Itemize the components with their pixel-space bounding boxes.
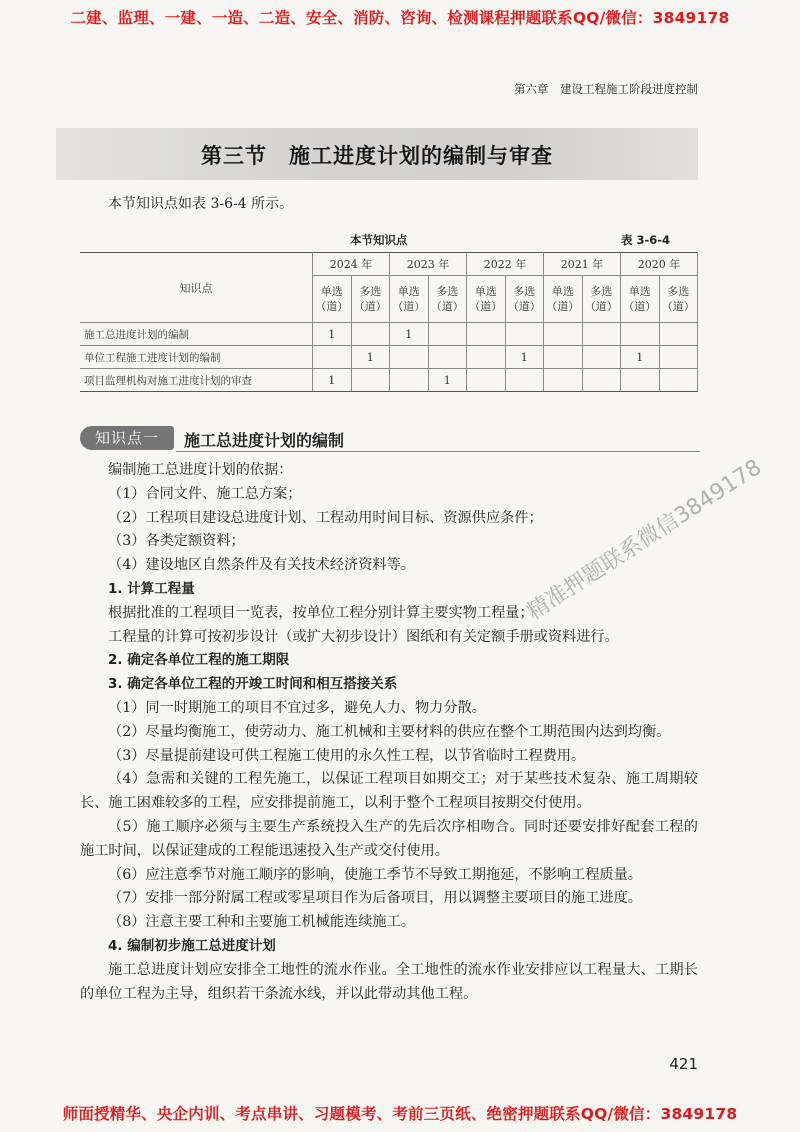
year-header: 2022 年 bbox=[467, 253, 544, 276]
single-choice-header: 单选 （道） bbox=[313, 276, 352, 323]
list-item: （4）急需和关键的工程先施工，以保证工程项目如期交工；对于某些技术复杂、施工周期较长、施工困难较多的工程，应安排提前施工，以利于整个工程项目按期交付使用。 bbox=[80, 771, 698, 812]
table-row bbox=[80, 369, 698, 392]
intro-text: 本节知识点如表 3-6-4 所示。 bbox=[108, 196, 294, 212]
question-count-cell bbox=[659, 369, 698, 392]
multi-choice-header: 多选 （道） bbox=[659, 276, 698, 323]
question-count-cell bbox=[313, 346, 352, 369]
question-count-cell bbox=[505, 369, 544, 392]
multi-choice-header: 多选 （道） bbox=[582, 276, 621, 323]
single-choice-header: 单选 （道） bbox=[544, 276, 583, 323]
question-count-cell bbox=[428, 323, 467, 346]
question-count-cell: 1 bbox=[313, 369, 352, 392]
list-item: （8）注意主要工种和主要施工机械能连续施工。 bbox=[108, 914, 415, 931]
paragraph: 编制施工总进度计划的依据： bbox=[108, 462, 293, 478]
question-count-cell bbox=[621, 369, 660, 392]
list-item: （3）尽量提前建设可供工程施工使用的永久性工程，以节省临时工程费用。 bbox=[108, 747, 586, 764]
multi-choice-header: 多选 （道） bbox=[505, 276, 544, 323]
running-head: 第六章 建设工程施工阶段进度控制 bbox=[514, 82, 698, 96]
list-item: （7）安排一部分附属工程或零星项目作为后备项目，用以调整主要项目的施工进度。 bbox=[108, 890, 642, 907]
paragraph: 工程量的计算可按初步设计（或扩大初步设计）图纸和有关定额手册或资料进行。 bbox=[108, 628, 619, 645]
table-row-header: 知识点 bbox=[80, 253, 313, 323]
question-count-cell bbox=[544, 369, 583, 392]
question-count-cell bbox=[544, 323, 583, 346]
contact-banner-top: 二建、监理、一建、一造、二造、安全、消防、咨询、检测课程押题联系QQ/微信：3849178 bbox=[70, 9, 730, 27]
multi-choice-header: 多选 （道） bbox=[351, 276, 390, 323]
question-count-cell bbox=[544, 346, 583, 369]
subheading: 3. 确定各单位工程的开竣工时间和相互搭接关系 bbox=[108, 676, 398, 693]
question-count-cell bbox=[428, 346, 467, 369]
list-item: （6）应注意季节对施工顺序的影响，使施工季节不导致工期拖延，不影响工程质量。 bbox=[108, 866, 642, 883]
knowledge-point-table bbox=[80, 252, 698, 392]
list-item: （4）建设地区自然条件及有关技术经济资料等。 bbox=[108, 557, 415, 574]
table-body bbox=[80, 323, 698, 392]
table-row bbox=[80, 323, 698, 346]
knowledge-point-name: 施工总进度计划的编制 bbox=[80, 323, 313, 346]
single-choice-header: 单选 （道） bbox=[467, 276, 506, 323]
question-count-cell bbox=[505, 323, 544, 346]
subheading: 2. 确定各单位工程的施工期限 bbox=[108, 652, 290, 669]
watermark: 精准押题联系微信3849178 bbox=[522, 454, 767, 626]
paragraph: 根据批准的工程项目一览表，按单位工程分别计算主要实物工程量； bbox=[108, 604, 534, 621]
year-header: 2023 年 bbox=[390, 253, 467, 276]
question-count-cell bbox=[467, 369, 506, 392]
list-item: （5）施工顺序必须与主要生产系统投入生产的先后次序相吻合。同时还要安排好配套工程的施工时间，以保证建成的工程能迅速投入生产或交付使用。 bbox=[80, 818, 698, 859]
table-title: 本节知识点 bbox=[350, 233, 408, 247]
knowledge-point-title: 施工总进度计划的编制 bbox=[184, 431, 345, 450]
year-header: 2021 年 bbox=[544, 253, 621, 276]
table-number: 表 3-6-4 bbox=[620, 233, 670, 247]
subheading: 4. 编制初步施工总进度计划 bbox=[108, 937, 276, 954]
subheading: 1. 计算工程量 bbox=[108, 580, 195, 597]
question-count-cell bbox=[467, 346, 506, 369]
list-item: （2）工程项目建设总进度计划、工程动用时间目标、资源供应条件； bbox=[108, 509, 543, 526]
question-count-cell: 1 bbox=[621, 346, 660, 369]
table-row bbox=[80, 346, 698, 369]
knowledge-point-name: 单位工程施工进度计划的编制 bbox=[80, 346, 313, 369]
question-count-cell bbox=[390, 369, 429, 392]
year-header: 2024 年 bbox=[313, 253, 390, 276]
question-count-cell bbox=[621, 323, 660, 346]
paragraph: 施工总进度计划应安排全工地性的流水作业。全工地性的流水作业安排应以工程量大、工期长的单位工程为主导，组织若干条流水线，并以此带动其他工程。 bbox=[80, 961, 698, 1002]
question-count-cell bbox=[351, 369, 390, 392]
table-caption bbox=[80, 232, 698, 248]
knowledge-point-badge: 知识点一 bbox=[80, 426, 174, 450]
multi-choice-header: 多选 （道） bbox=[428, 276, 467, 323]
question-count-cell: 1 bbox=[505, 346, 544, 369]
single-choice-header: 单选 （道） bbox=[621, 276, 660, 323]
year-header: 2020 年 bbox=[621, 253, 698, 276]
contact-banner-bottom: 师面授精华、央企内训、考点串讲、习题模考、考前三页纸、绝密押题联系QQ/微信：3849178 bbox=[62, 1105, 738, 1123]
knowledge-point-header bbox=[80, 426, 700, 452]
page-number: 421 bbox=[669, 1055, 698, 1073]
question-count-cell: 1 bbox=[313, 323, 352, 346]
section-title: 第三节 施工进度计划的编制与审查 bbox=[201, 144, 553, 168]
knowledge-point-name: 项目监理机构对施工进度计划的审查 bbox=[80, 369, 313, 392]
question-count-cell bbox=[467, 323, 506, 346]
single-choice-header: 单选 （道） bbox=[390, 276, 429, 323]
question-count-cell bbox=[582, 323, 621, 346]
list-item: （1）合同文件、施工总方案； bbox=[108, 485, 302, 502]
question-count-cell bbox=[351, 323, 390, 346]
list-item: （3）各类定额资料； bbox=[108, 533, 245, 550]
body-text bbox=[80, 459, 698, 1006]
question-count-cell: 1 bbox=[428, 369, 467, 392]
question-count-cell bbox=[659, 323, 698, 346]
question-count-cell bbox=[582, 346, 621, 369]
list-item: （1）同一时期施工的项目不宜过多，避免人力、物力分散。 bbox=[108, 699, 486, 716]
question-count-cell: 1 bbox=[351, 346, 390, 369]
knowledge-point-rule bbox=[176, 451, 700, 452]
question-count-cell: 1 bbox=[390, 323, 429, 346]
question-count-cell bbox=[659, 346, 698, 369]
question-count-cell bbox=[390, 346, 429, 369]
list-item: （2）尽量均衡施工，使劳动力、施工机械和主要材料的供应在整个工期范围内达到均衡。 bbox=[108, 723, 671, 740]
question-count-cell bbox=[582, 369, 621, 392]
